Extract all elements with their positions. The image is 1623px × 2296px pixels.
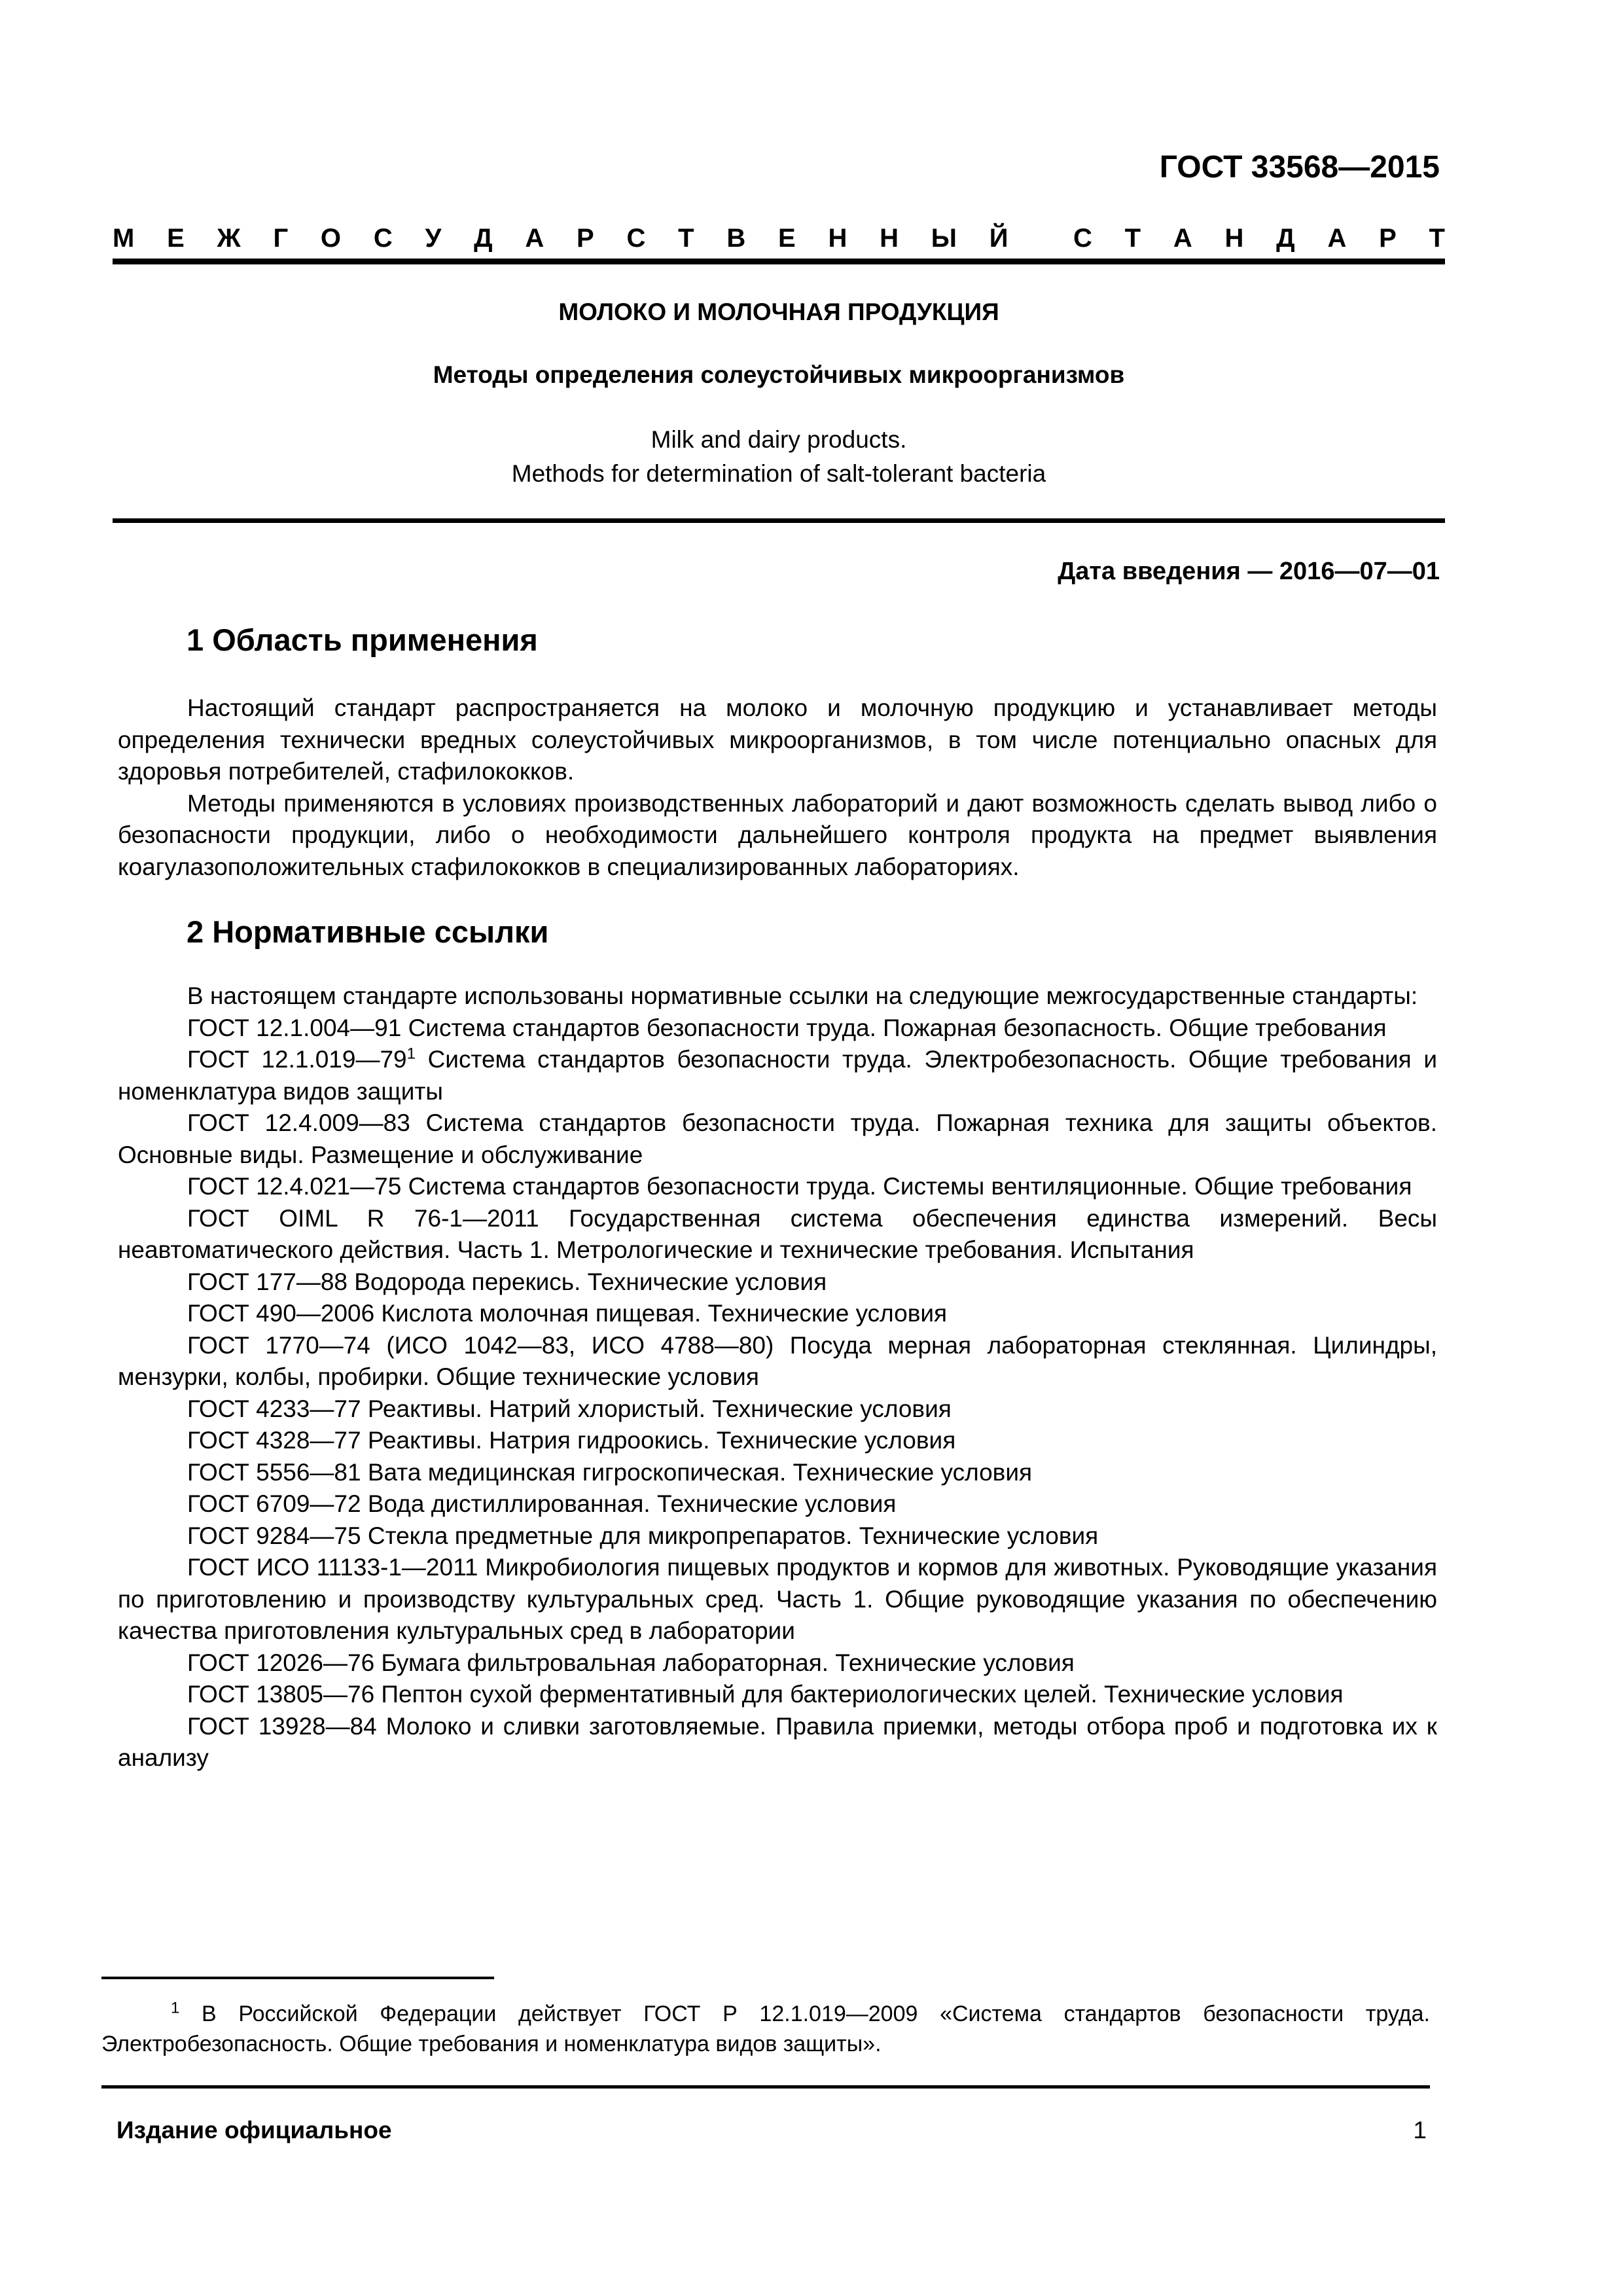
banner-letter: Н bbox=[1224, 224, 1244, 253]
edition-label: Издание официальное bbox=[116, 2117, 392, 2144]
introduction-date: Дата введения — 2016—07—01 bbox=[1058, 558, 1440, 585]
section-1-heading: 1 Область применения bbox=[187, 622, 538, 657]
section-2-body bbox=[118, 980, 1437, 1774]
banner-letter: Р bbox=[1379, 224, 1397, 253]
reference-item: ГОСТ 12026—76 Бумага фильтровальная лабораторная. Технические условия bbox=[187, 1649, 1075, 1676]
banner-letter: Е bbox=[778, 224, 796, 253]
english-title bbox=[113, 423, 1445, 491]
banner-letter: С bbox=[1073, 224, 1092, 253]
banner-letter: Н bbox=[828, 224, 847, 253]
reference-text: Система стандартов безопасности труда. Электробезопасность. Общие требования и номенклатура видов защиты bbox=[118, 1046, 1437, 1105]
banner-letter: Д bbox=[474, 224, 493, 253]
section-1-paragraph: Методы применяются в условиях производственных лабораторий и дают возможность сделать вывод либо о безопасности продукции, либо о необходимости дальнейшего контроля продукта на предмет выявления коагулазоположительных стафилококков в специализированных лабораториях. bbox=[118, 789, 1437, 880]
section-1-paragraph: Настоящий стандарт распространяется на молоко и молочную продукцию и устанавливает методы определения технически вредных солеустойчивых микроорганизмов, в том числе потенциально опасных для здоровья потребителей, стафилококков. bbox=[118, 694, 1437, 785]
banner-letter: О bbox=[320, 224, 342, 253]
section-2-heading: 2 Нормативные ссылки bbox=[187, 914, 549, 949]
english-title-line-2: Methods for determination of salt-tolerant bacteria bbox=[511, 460, 1046, 487]
title-rule bbox=[113, 518, 1445, 523]
reference-item: ГОСТ 13928—84 Молоко и сливки заготовляемые. Правила приемки, методы отбора проб и подготовка их к анализу bbox=[118, 1712, 1437, 1771]
banner-letter: Ж bbox=[217, 224, 241, 253]
footnote-ref-marker: 1 bbox=[406, 1045, 416, 1063]
reference-item: ГОСТ 177—88 Водорода перекись. Технические условия bbox=[187, 1268, 827, 1295]
banner-letter: Т bbox=[1429, 224, 1445, 253]
document-title: МОЛОКО И МОЛОЧНАЯ ПРОДУКЦИЯ bbox=[558, 298, 999, 325]
reference-code: ГОСТ 12.1.019—79 bbox=[187, 1046, 407, 1073]
english-title-line-1: Milk and dairy products. bbox=[651, 426, 907, 453]
reference-item: ГОСТ 12.4.021—75 Система стандартов безопасности труда. Системы вентиляционные. Общие требования bbox=[187, 1173, 1412, 1200]
reference-item: ГОСТ 4328—77 Реактивы. Натрия гидроокись. Технические условия bbox=[187, 1427, 956, 1454]
banner-letter: С bbox=[373, 224, 393, 253]
document-subtitle: Методы определения солеустойчивых микроорганизмов bbox=[433, 361, 1125, 388]
doc-number: ГОСТ 33568—2015 bbox=[1159, 150, 1440, 185]
reference-item: ГОСТ 490—2006 Кислота молочная пищевая. Технические условия bbox=[187, 1300, 948, 1327]
reference-item: ГОСТ 5556—81 Вата медицинская гигроскопическая. Технические условия bbox=[187, 1458, 1033, 1486]
footnote-text bbox=[101, 1999, 1430, 2059]
banner-letter: У bbox=[425, 224, 442, 253]
reference-item: ГОСТ 9284—75 Стекла предметные для микропрепаратов. Технические условия bbox=[187, 1522, 1099, 1549]
footnote-separator bbox=[101, 1977, 494, 1979]
footer-rule bbox=[101, 2085, 1430, 2089]
banner-letter: Й bbox=[989, 224, 1008, 253]
banner-letter: Т bbox=[1124, 224, 1141, 253]
banner-letter: С bbox=[626, 224, 646, 253]
reference-item: ГОСТ 12.1.004—91 Система стандартов безопасности труда. Пожарная безопасность. Общие требования bbox=[187, 1014, 1387, 1041]
footnote-marker: 1 bbox=[171, 1999, 180, 2017]
reference-item: ГОСТ 12.4.009—83 Система стандартов безопасности труда. Пожарная техника для защиты объектов. Основные виды. Размещение и обслуживание bbox=[118, 1109, 1437, 1168]
page-number: 1 bbox=[1413, 2117, 1427, 2144]
reference-item: ГОСТ OIML R 76-1—2011 Государственная система обеспечения единства измерений. Весы неавтоматического действия. Часть 1. Метрологические и технические требования. Испытания bbox=[118, 1204, 1437, 1263]
banner-letter: Г bbox=[273, 224, 289, 253]
banner-letter: Т bbox=[678, 224, 694, 253]
footnote bbox=[101, 1999, 1430, 2059]
footnote-body: В Российской Федерации действует ГОСТ Р 12.1.019—2009 «Система стандартов безопасности труда. Электробезопасность. Общие требования и номенклатура видов защиты». bbox=[101, 2001, 1430, 2056]
banner-letter: В bbox=[726, 224, 746, 253]
section-2-intro: В настоящем стандарте использованы нормативные ссылки на следующие межгосударственные стандарты: bbox=[187, 982, 1418, 1009]
reference-item: ГОСТ 4233—77 Реактивы. Натрий хлористый. Технические условия bbox=[187, 1395, 952, 1422]
section-1-body bbox=[118, 692, 1437, 883]
banner-letter: Д bbox=[1276, 224, 1295, 253]
banner-letter: Н bbox=[880, 224, 899, 253]
reference-item: ГОСТ 1770—74 (ИСО 1042—83, ИСО 4788—80) Посуда мерная лабораторная стеклянная. Цилиндры, мензурки, колбы, пробирки. Общие технические условия bbox=[118, 1331, 1437, 1390]
banner-letter: Ы bbox=[931, 224, 957, 253]
banner-letter: М bbox=[113, 224, 135, 253]
interstate-standard-banner bbox=[113, 224, 1445, 253]
banner-letter: Е bbox=[167, 224, 185, 253]
reference-item bbox=[118, 1044, 1437, 1107]
reference-item: ГОСТ 6709—72 Вода дистиллированная. Технические условия bbox=[187, 1490, 897, 1517]
banner-letter: А bbox=[1173, 224, 1192, 253]
reference-item: ГОСТ ИСО 11133-1—2011 Микробиология пищевых продуктов и кормов для животных. Руководящие указания по приготовлению и производству культуральных сред. Часть 1. Общие руководящие указания по обеспечению качества приготовления культуральных сред в лаборатории bbox=[118, 1554, 1437, 1644]
reference-item: ГОСТ 13805—76 Пептон сухой ферментативный для бактериологических целей. Технические условия bbox=[187, 1681, 1344, 1708]
banner-letter: А bbox=[525, 224, 544, 253]
banner-letter: А bbox=[1327, 224, 1347, 253]
banner-letter: Р bbox=[577, 224, 594, 253]
header-rule bbox=[113, 259, 1445, 264]
